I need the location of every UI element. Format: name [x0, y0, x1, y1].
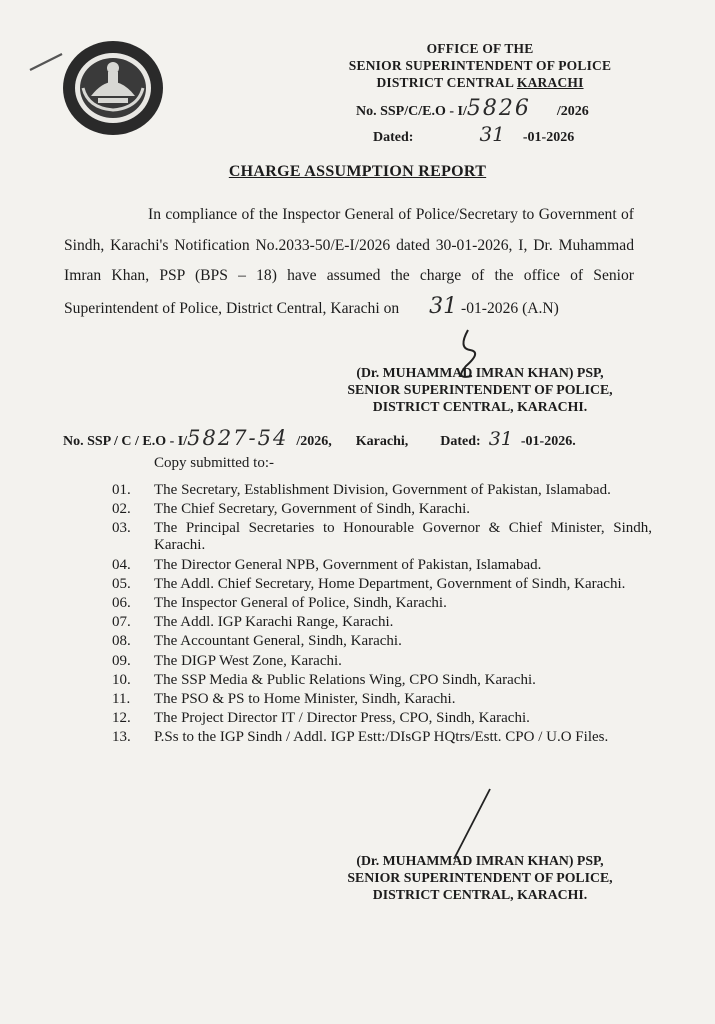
- office-city: KARACHI: [516, 75, 584, 90]
- copy-day-handwritten: 31: [488, 428, 513, 450]
- list-item: 11. The PSO & PS to Home Minister, Sindh, Karachi.: [112, 690, 456, 707]
- signatory-designation: SENIOR SUPERINTENDENT OF POLICE,: [347, 870, 613, 885]
- dated-day-handwritten: 31: [479, 122, 505, 146]
- signatory-district: DISTRICT CENTRAL, KARACHI.: [372, 887, 588, 902]
- signatory-name: (Dr. MUHAMMAD IMRAN KHAN) PSP,: [356, 853, 604, 868]
- list-item: 09. The DIGP West Zone, Karachi.: [112, 652, 342, 669]
- list-item: 12. The Project Director IT / Director Press, CPO, Sindh, Karachi.: [112, 710, 530, 727]
- office-line-3: DISTRICT CENTRAL KARACHI: [376, 75, 584, 90]
- office-line-2: SENIOR SUPERINTENDENT OF POLICE: [348, 58, 612, 73]
- signatory-district: DISTRICT CENTRAL, KARACHI.: [372, 399, 588, 414]
- list-item: 05. The Addl. Chief Secretary, Home Department, Government of Sindh, Karachi.: [112, 575, 626, 592]
- copy-heading: Copy submitted to:-: [154, 455, 274, 471]
- signature-block-2: [330, 852, 630, 903]
- sindh-police-seal: [58, 38, 168, 138]
- dated-line: Dated: 31 -01-2026: [373, 122, 575, 146]
- office-header: [330, 40, 630, 91]
- list-item: 02. The Chief Secretary, Government of Sindh, Karachi.: [112, 501, 471, 518]
- document-title: CHARGE ASSUMPTION REPORT: [228, 163, 487, 180]
- reference-number: No. SSP/C/E.O - I/5826 /2026: [356, 96, 589, 121]
- list-item: 08. The Accountant General, Sindh, Karachi.: [112, 633, 402, 650]
- list-item: 06. The Inspector General of Police, Sindh, Karachi.: [112, 594, 447, 611]
- office-line-1: OFFICE OF THE: [426, 41, 534, 56]
- signatory-name: (Dr. MUHAMMAD IMRAN KHAN) PSP,: [356, 365, 604, 380]
- list-item: 13. P.Ss to the IGP Sindh / Addl. IGP Estt:/DIsGP HQtrs/Estt. CPO / U.O Files.: [112, 729, 609, 746]
- ref-handwritten: 5826: [466, 96, 531, 121]
- copy-reference-line: No. SSP / C / E.O - I/5827-54 /2026, Karachi, Dated: 31 -01-2026.: [63, 426, 576, 450]
- signature-block-1: [330, 364, 630, 415]
- list-item: 01. The Secretary, Establishment Division, Government of Pakistan, Islamabad.: [112, 482, 611, 498]
- signatory-designation: SENIOR SUPERINTENDENT OF POLICE,: [347, 382, 613, 397]
- copy-list: [112, 482, 652, 748]
- pen-mark: [28, 48, 68, 78]
- list-item: 04. The Director General NPB, Government of Pakistan, Islamabad.: [112, 556, 542, 573]
- list-item: 07. The Addl. IGP Karachi Range, Karachi.: [112, 614, 394, 631]
- list-item: 10. The SSP Media & Public Relations Wing, CPO Sindh, Karachi.: [112, 671, 536, 688]
- body-paragraph: In compliance of the Inspector General of Police/Secretary to Government of Sindh, Karachi's Notification No.2033-50/E-I/2026 dated 30-01-2026, I, Dr. Muhammad Imran Khan, PSP (BPS – 18) have assumed the charge of the office of Senior Superintendent of Police, District Central, Karachi on 31 -01-2026 (A.N): [64, 206, 634, 319]
- list-item: 03. The Principal Secretaries to Honourable Governor & Chief Minister, Sindh, Karachi.: [112, 520, 652, 554]
- body-date-handwritten: 31: [429, 293, 458, 319]
- copy-number-handwritten: 5827-54: [187, 426, 289, 450]
